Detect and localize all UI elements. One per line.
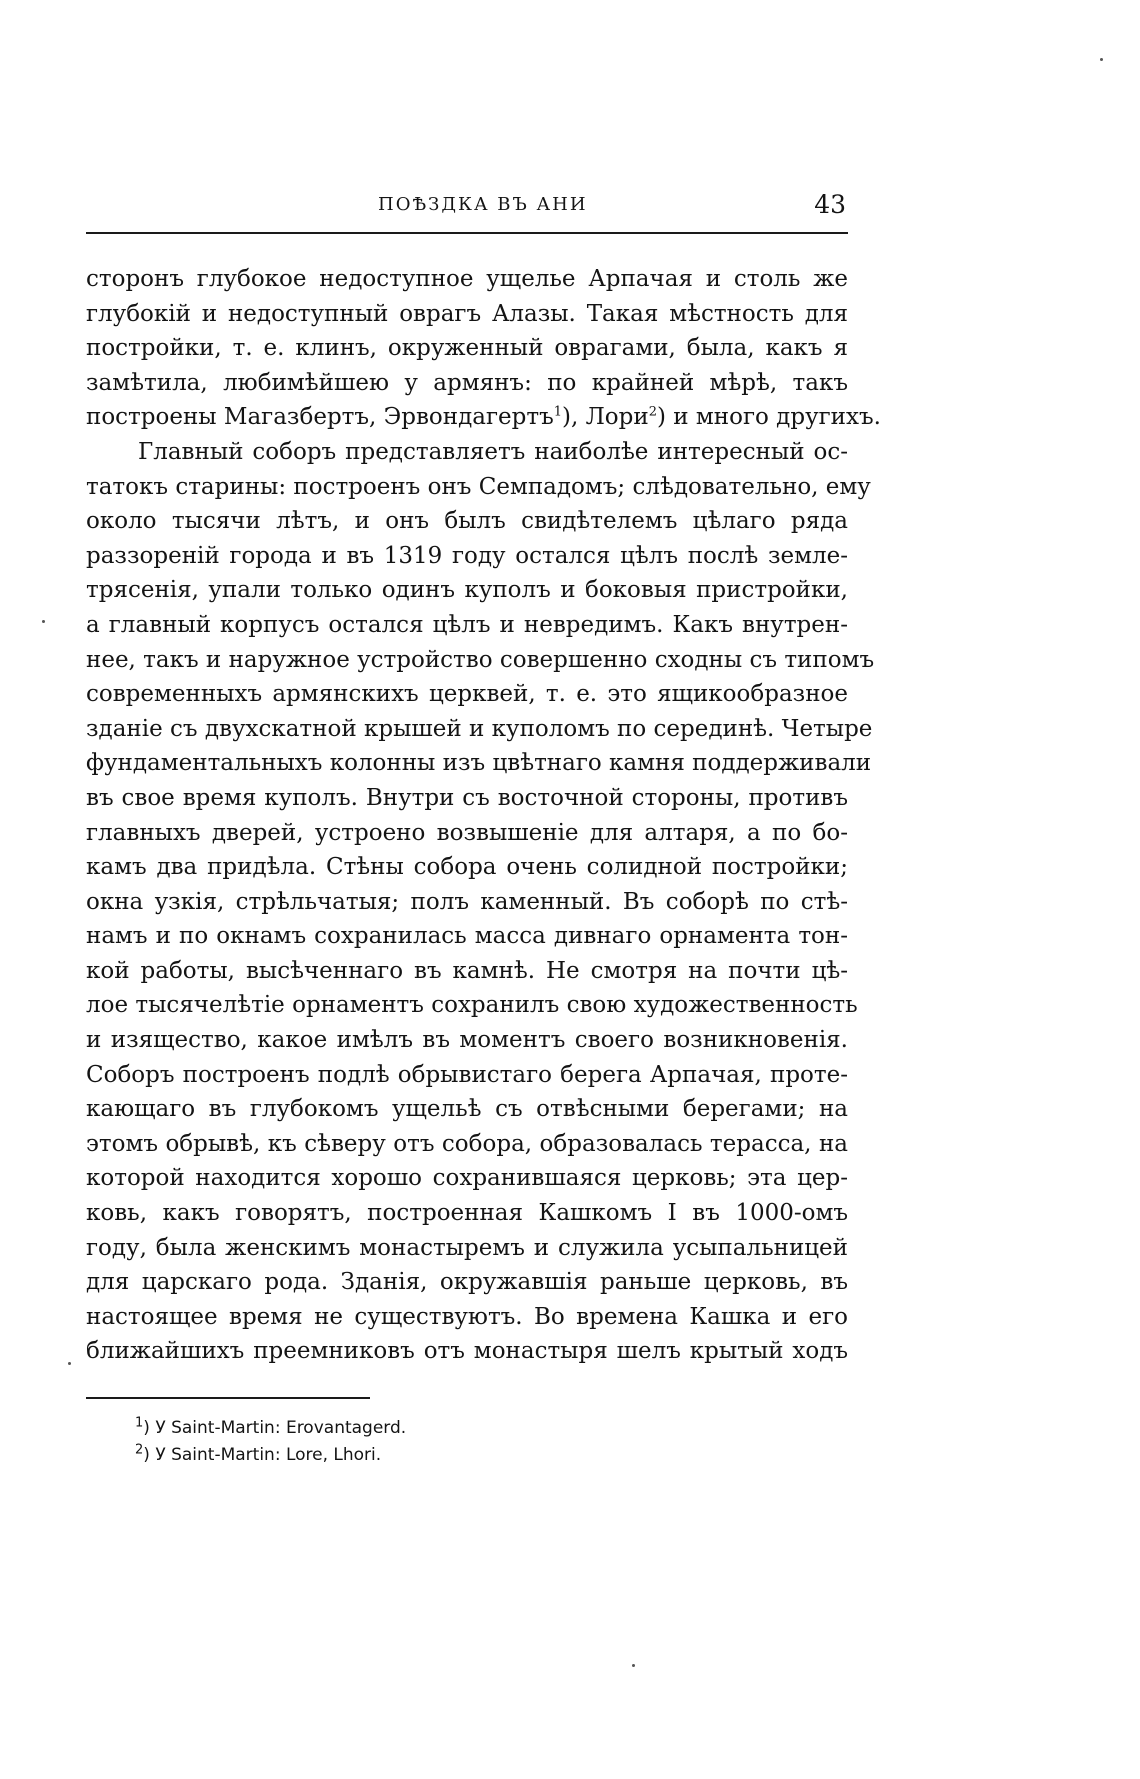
text-line: главныхъ дверей, устроено возвышеніе для алтаря, а по бо- [86, 819, 848, 846]
text-line: Соборъ построенъ подлѣ обрывистаго берега Арпачая, проте- [86, 1061, 848, 1088]
text-line: этомъ обрывѣ, къ сѣверу отъ собора, образовалась терасса, на [86, 1130, 848, 1157]
paragraph-start-line: Главный соборъ представляетъ наиболѣе интересный ос- [138, 438, 848, 465]
text-line: нее, такъ и наружное устройство совершенно сходны съ типомъ [86, 646, 875, 673]
scan-speck [632, 1664, 635, 1667]
footnote-2 [135, 1442, 755, 1469]
text-line: замѣтила, любимѣйшею у армянъ: по крайней мѣрѣ, такъ [86, 369, 848, 396]
running-title: ПОѢЗДКА ВЪ АНИ [378, 194, 588, 215]
footnote-text: ) У Saint-Martin: Erovantagerd. [143, 1418, 407, 1438]
text-line: татокъ старины: построенъ онъ Семпадомъ; слѣдовательно, ему [86, 473, 871, 500]
footnote-ref-1: 1 [553, 404, 562, 420]
text-line: а главный корпусъ остался цѣлъ и невредимъ. Какъ внутрен- [86, 611, 848, 638]
footnote-marker: 2 [135, 1442, 144, 1458]
footnote-1 [135, 1415, 755, 1442]
text-line: кой работы, высѣченнаго въ камнѣ. Не смотря на почти цѣ- [86, 957, 848, 984]
header-rule [86, 232, 848, 234]
page-number: 43 [814, 190, 846, 219]
text-line: раззореній города и въ 1319 году остался цѣлъ послѣ земле- [86, 542, 848, 569]
text-line: намъ и по окнамъ сохранилась масса дивнаго орнамента тон- [86, 923, 848, 950]
text-line: трясенія, упали только одинъ куполъ и боковыя пристройки, [86, 577, 848, 604]
text-fragment: ), Лори [562, 404, 649, 431]
text-line: лое тысячелѣтіе орнаментъ сохранилъ свою художественность [86, 992, 858, 1019]
text-line: году, была женскимъ монастыремъ и служила усыпальницей [86, 1234, 848, 1261]
text-line: сторонъ глубокое недоступное ущелье Арпачая и столь же [86, 266, 848, 292]
text-line: постройки, т. е. клинъ, окруженный оврагами, была, какъ я [86, 335, 848, 362]
text-line: ковь, какъ говорятъ, построенная Кашкомъ I въ 1000-омъ [86, 1200, 848, 1227]
text-line: ближайшихъ преемниковъ отъ монастыря шелъ крытый ходъ [86, 1338, 848, 1365]
body-text [86, 262, 881, 1369]
text-line: глубокій и недоступный оврагъ Алазы. Такая мѣстность для [86, 300, 848, 327]
text-line: около тысячи лѣтъ, и онъ былъ свидѣтелемъ цѣлаго ряда [86, 508, 848, 535]
text-line: современныхъ армянскихъ церквей, т. е. это ящикообразное [86, 681, 848, 708]
text-line: для царскаго рода. Зданія, окружавшія раньше церковь, въ [86, 1269, 848, 1296]
text-line: и изящество, какое имѣлъ въ моментъ своего возникновенія. [86, 1027, 848, 1054]
footnote-marker: 1 [135, 1415, 144, 1431]
text-line: въ свое время куполъ. Внутри съ восточной стороны, противъ [86, 784, 848, 811]
text-line: камъ два придѣла. Стѣны собора очень солидной постройки; [86, 854, 848, 881]
footnote-rule [86, 1397, 370, 1399]
text-line: которой находится хорошо сохранившаяся церковь; эта цер- [86, 1165, 848, 1192]
footnotes [135, 1415, 755, 1469]
text-line: настоящее время не существуютъ. Во времена Кашка и его [86, 1303, 848, 1330]
text-line: кающаго въ глубокомъ ущельѣ съ отвѣсными берегами; на [86, 1096, 848, 1123]
text-fragment: ) и много другихъ. [656, 404, 881, 431]
text-line: зданіе съ двухскатной крышей и куполомъ по серединѣ. Четыре [86, 715, 873, 742]
text-fragment: построены Магазбертъ, Эрвондагертъ [86, 404, 554, 431]
text-line [86, 400, 881, 435]
text-line: окна узкія, стрѣльчатыя; полъ каменный. Въ соборѣ по стѣ- [86, 888, 848, 915]
scan-speck [68, 1362, 71, 1365]
scan-speck [1100, 58, 1103, 61]
running-header [86, 190, 848, 226]
footnote-ref-2: 2 [648, 404, 657, 420]
footnote-text: ) У Saint-Martin: Lore, Lhori. [143, 1445, 382, 1465]
text-line: фундаментальныхъ колонны изъ цвѣтнаго камня поддерживали [86, 750, 872, 777]
scan-speck [42, 620, 45, 623]
